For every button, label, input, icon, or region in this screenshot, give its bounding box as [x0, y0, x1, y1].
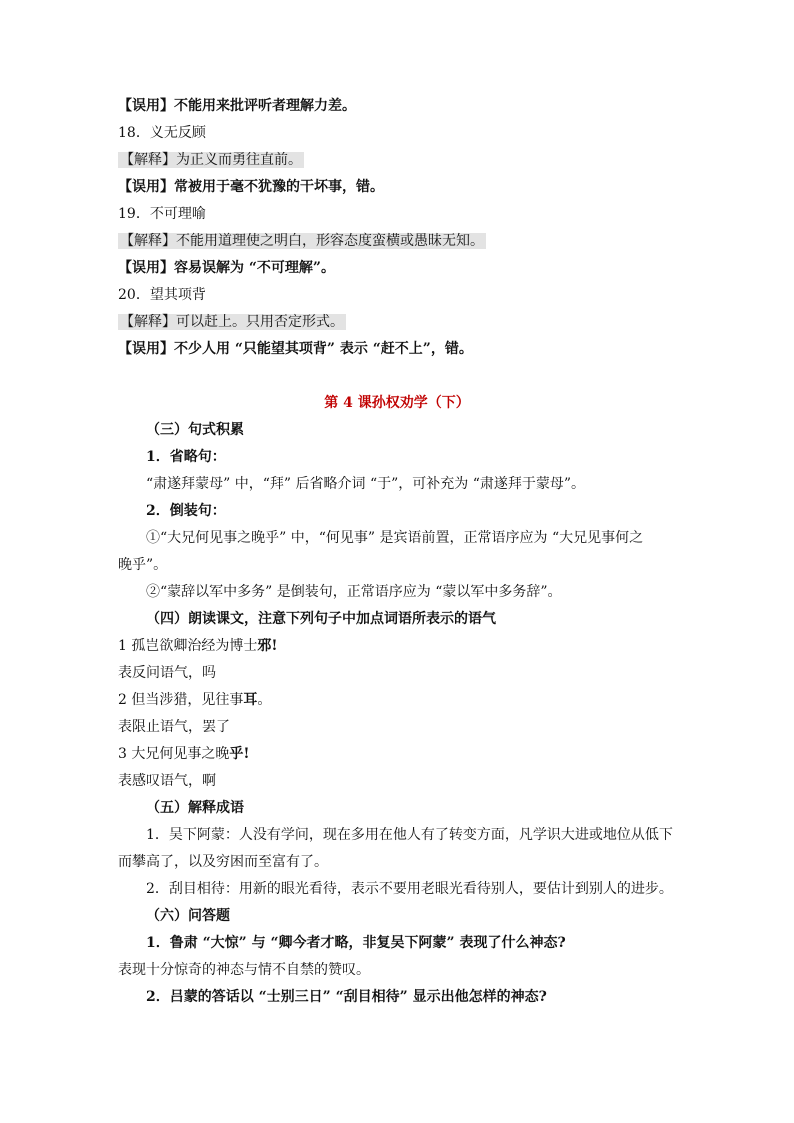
section-5-heading: （五）解释成语: [146, 800, 244, 816]
explanation-text: 不能用道理使之明白，形容态度蛮横或愚昧无知。: [176, 233, 484, 249]
sentence-text: 3 大兄何见事之晚: [118, 746, 230, 762]
omission-heading: 1．省略句：: [146, 449, 226, 465]
idiom-item-19: [118, 204, 206, 224]
misuse-text: 常被用于毫不犹豫的干坏事，错。: [174, 179, 384, 195]
tone-answer-2: 表限止语气，罢了: [118, 719, 230, 735]
misuse-tag: 【误用】: [118, 179, 174, 195]
lesson-title: 第 4 课孙权劝学（下）: [324, 395, 470, 411]
sentence-text: 2 但当涉猎，见往事: [118, 692, 244, 708]
explanation-tag: 【解释】: [120, 314, 176, 330]
explanation-line-20: [118, 312, 346, 332]
section-3-heading: （三）句式积累: [146, 422, 244, 438]
item-number: 20．: [118, 287, 150, 303]
misuse-line-20: [118, 339, 473, 359]
explanation-line-19: [118, 231, 486, 251]
question-2: 2．吕蒙的答话以 “士别三日” “刮目相待” 显示出他怎样的神态?: [146, 989, 547, 1005]
explanation-line-18: [118, 150, 304, 170]
inversion-text-2: ②“蒙辞以军中多务” 是倒装句，正常语序应为 “蒙以军中多务辞”。: [146, 584, 562, 600]
idiom-word: 义无反顾: [149, 125, 206, 141]
item-number: 19．: [118, 206, 150, 222]
sentence-end: 。: [257, 692, 272, 708]
misuse-text: 容易误解为 “不可理解”。: [174, 260, 335, 276]
idiom-word: 不可理喻: [149, 206, 206, 222]
idiom-explain-2: 2．刮目相待：用新的眼光看待，表示不要用老眼光看待别人，要估计到别人的进步。: [146, 881, 673, 897]
misuse-tag: 【误用】: [118, 98, 174, 114]
misuse-tag: 【误用】: [118, 260, 174, 276]
idiom-explain-1a: 1．吴下阿蒙：人没有学问，现在多用在他人有了转变方面，凡学识大进或地位从低下: [146, 827, 673, 843]
question-1: 1．鲁肃 “大惊” 与 “卿今者才略，非复吴下阿蒙” 表现了什么神态?: [146, 935, 566, 951]
explanation-highlight: [118, 233, 486, 249]
inversion-heading: 2．倒装句：: [146, 503, 226, 519]
section-6-heading: （六）问答题: [146, 908, 230, 924]
misuse-text: 不能用来批评听者理解力差。: [174, 98, 356, 114]
explanation-text: 为正义而勇往直前。: [176, 152, 302, 168]
misuse-tag: 【误用】: [118, 341, 174, 357]
omission-text: “肃遂拜蒙母” 中，“拜” 后省略介词 “于”，可补充为 “肃遂拜于蒙母”。: [146, 476, 586, 492]
tone-particle: 乎!: [229, 746, 250, 762]
explanation-tag: 【解释】: [120, 152, 176, 168]
explanation-text: 可以赶上。只用否定形式。: [176, 314, 344, 330]
misuse-line-17: [118, 96, 356, 116]
idiom-word: 望其项背: [149, 287, 206, 303]
explanation-tag: 【解释】: [120, 233, 176, 249]
tone-answer-3: 表感叹语气，啊: [118, 773, 216, 789]
misuse-line-18: [118, 177, 384, 197]
misuse-text: 不少人用 “只能望其项背” 表示 “赶不上”，错。: [174, 341, 473, 357]
section-4-heading: （四）朗读课文，注意下列句子中加点词语所表示的语气: [146, 611, 496, 627]
tone-particle: 耳: [243, 692, 258, 708]
tone-sentence-3: [118, 744, 250, 764]
answer-1: 表现十分惊奇的神态与情不自禁的赞叹。: [118, 962, 370, 978]
explanation-highlight: [118, 152, 304, 168]
idiom-item-20: [118, 285, 206, 305]
tone-sentence-1: [118, 636, 278, 656]
tone-answer-1: 表反问语气，吗: [118, 665, 216, 681]
explanation-highlight: [118, 314, 346, 330]
tone-particle: 邪!: [257, 638, 278, 654]
tone-sentence-2: [118, 690, 271, 710]
idiom-explain-1b: 而攀高了，以及穷困而至富有了。: [118, 854, 328, 870]
misuse-line-19: [118, 258, 335, 278]
idiom-item-18: [118, 123, 206, 143]
sentence-text: 1 孤岂欲卿治经为博士: [118, 638, 258, 654]
inversion-text-1a: ①“大兄何见事之晚乎” 中，“何见事” 是宾语前置，正常语序应为 “大兄见事何之: [146, 530, 644, 546]
item-number: 18．: [118, 125, 150, 141]
inversion-text-1b: 晚乎”。: [118, 557, 168, 573]
